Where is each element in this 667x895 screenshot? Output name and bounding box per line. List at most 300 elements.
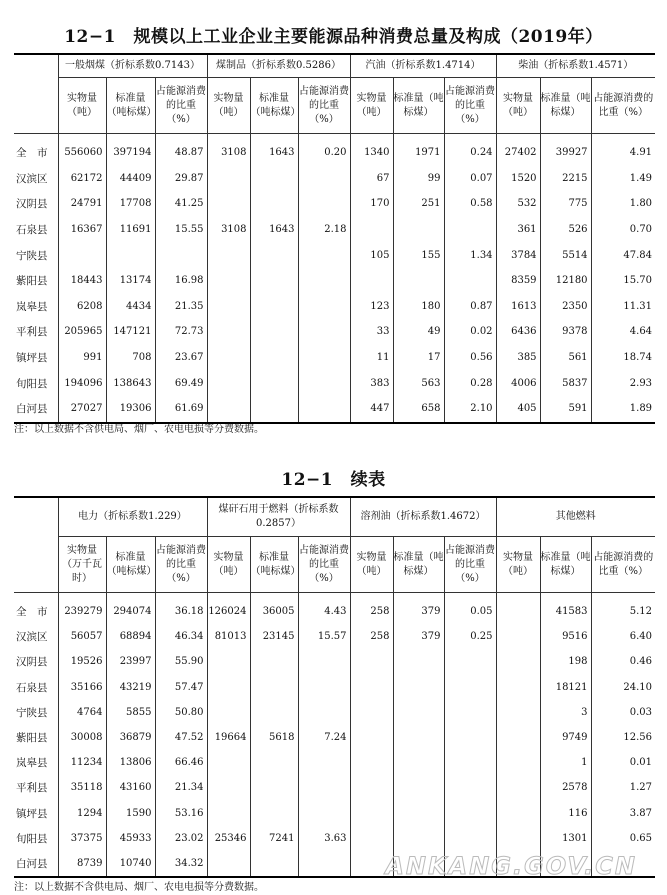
table-cell: 3784 [496, 242, 540, 268]
region-name: 白河县 [16, 857, 48, 870]
table-cell: 3.63 [298, 826, 350, 851]
table-cell: 15.57 [298, 624, 350, 649]
group-header: 溶剂油（折标系数1.4672） [350, 497, 496, 537]
table-cell [298, 166, 350, 192]
sub-header: 占能源消费的比重（%） [155, 537, 207, 593]
table-row [14, 268, 655, 294]
table-cell: 6208 [58, 294, 106, 320]
table-cell [496, 801, 540, 826]
table-cell: 24791 [58, 191, 106, 217]
region-name: 岚皋县 [16, 757, 48, 770]
table-cell [250, 700, 298, 725]
table-cell [298, 294, 350, 320]
table-cell: 11 [350, 345, 393, 371]
table-cell: 591 [540, 396, 591, 423]
table-note: 注：以上数据不含供电局、烟厂、农电电损等分费数据。 [14, 424, 264, 435]
table-cell: 19526 [58, 649, 106, 674]
table-cell [250, 750, 298, 775]
sub-header: 标准量（吨标煤） [540, 537, 591, 593]
table-cell: 56057 [58, 624, 106, 649]
table-cell: 3108 [207, 217, 250, 243]
table-cell [444, 649, 496, 674]
table-cell: 5.12 [591, 593, 655, 625]
table-cell [298, 319, 350, 345]
table-cell: 18443 [58, 268, 106, 294]
table-row [14, 319, 655, 345]
table-cell: 0.65 [591, 826, 655, 851]
table-cell: 16367 [58, 217, 106, 243]
table-cell: 126024 [207, 593, 250, 625]
table-row [14, 134, 655, 166]
table-cell: 0.87 [444, 294, 496, 320]
table-cell: 0.46 [591, 649, 655, 674]
table-cell: 0.56 [444, 345, 496, 371]
table-cell: 6436 [496, 319, 540, 345]
table-cell: 11.31 [591, 294, 655, 320]
table-cell: 41.25 [155, 191, 207, 217]
table-cell: 1 [540, 750, 591, 775]
table-cell: 1971 [393, 134, 444, 166]
table-cell: 0.01 [591, 750, 655, 775]
table-cell: 180 [393, 294, 444, 320]
table-cell [207, 750, 250, 775]
table-cell: 775 [540, 191, 591, 217]
region-name: 镇坪县 [16, 807, 48, 820]
sub-header: 实物量（吨） [58, 78, 106, 134]
table-cell: 23145 [250, 624, 298, 649]
table-cell [350, 725, 393, 750]
table-cell [444, 268, 496, 294]
table-cell: 21.34 [155, 775, 207, 800]
table-cell [496, 826, 540, 851]
group-header: 汽油（折标系数1.4714） [350, 54, 496, 78]
region-name: 石泉县 [16, 224, 48, 237]
table-cell: 35118 [58, 775, 106, 800]
table-cell: 0.70 [591, 217, 655, 243]
table-cell: 5837 [540, 370, 591, 396]
table-cell: 447 [350, 396, 393, 423]
table-cell: 532 [496, 191, 540, 217]
table-cell [207, 649, 250, 674]
group-header: 煤制品（折标系数0.5286） [207, 54, 350, 78]
table-cell [250, 319, 298, 345]
table-cell: 49 [393, 319, 444, 345]
sub-header: 占能源消费的比重（%） [298, 537, 350, 593]
table-cell: 251 [393, 191, 444, 217]
table-cell [350, 700, 393, 725]
table-cell [207, 166, 250, 192]
table-cell: 19306 [106, 396, 155, 423]
table-cell: 991 [58, 345, 106, 371]
table-cell: 48.87 [155, 134, 207, 166]
table-cell: 36879 [106, 725, 155, 750]
table-cell: 47.52 [155, 725, 207, 750]
table-cell: 383 [350, 370, 393, 396]
watermark: ANKANG.GOV.CN [385, 852, 637, 880]
table-cell [207, 396, 250, 423]
table-cell [350, 826, 393, 851]
table-cell [250, 268, 298, 294]
table-cell: 3 [540, 700, 591, 725]
sub-header: 标准量（吨标煤） [393, 78, 444, 134]
table-cell: 561 [540, 345, 591, 371]
table-cell [393, 801, 444, 826]
table-cell: 11691 [106, 217, 155, 243]
sub-header: 占能源消费的比重（%） [444, 78, 496, 134]
table-cell [207, 851, 250, 877]
table-cell: 9378 [540, 319, 591, 345]
table-cell [250, 242, 298, 268]
table-row [14, 242, 655, 268]
table-cell [496, 675, 540, 700]
table-cell: 2.18 [298, 217, 350, 243]
table-cell: 17 [393, 345, 444, 371]
table-cell [444, 700, 496, 725]
table-cell: 5855 [106, 700, 155, 725]
table-cell: 1.34 [444, 242, 496, 268]
table-cell [298, 268, 350, 294]
sub-header: 占能源消费的比重（%） [591, 78, 655, 134]
table-cell: 37375 [58, 826, 106, 851]
table-cell [298, 396, 350, 423]
table-cell: 6.40 [591, 624, 655, 649]
table-cell: 123 [350, 294, 393, 320]
table-cell: 2215 [540, 166, 591, 192]
table-cell [207, 294, 250, 320]
table-cell: 27402 [496, 134, 540, 166]
table-cell [496, 750, 540, 775]
table-cell: 3.87 [591, 801, 655, 826]
table-cell: 13174 [106, 268, 155, 294]
table-cell: 62172 [58, 166, 106, 192]
table-cell: 379 [393, 593, 444, 625]
table-cell [207, 319, 250, 345]
table-cell [207, 370, 250, 396]
table-cell [393, 775, 444, 800]
table-cell [393, 675, 444, 700]
table-cell [298, 370, 350, 396]
table-cell: 23997 [106, 649, 155, 674]
table-cell: 35166 [58, 675, 106, 700]
region-name: 全 市 [16, 606, 48, 619]
table-cell [298, 191, 350, 217]
table-row [14, 775, 655, 800]
table-cell [393, 217, 444, 243]
table-cell [393, 700, 444, 725]
table-cell: 1.89 [591, 396, 655, 423]
table-cell [393, 750, 444, 775]
table-cell: 0.03 [591, 700, 655, 725]
group-header: 煤矸石用于燃料（折标系数0.2857） [207, 497, 350, 537]
table-cell [496, 624, 540, 649]
row-header-corner [14, 497, 58, 593]
table-cell: 4434 [106, 294, 155, 320]
table-cell [298, 801, 350, 826]
sub-header: 实物量（吨） [496, 537, 540, 593]
table-cell: 3108 [207, 134, 250, 166]
table-cell: 385 [496, 345, 540, 371]
table-cell [350, 750, 393, 775]
table-cell: 41583 [540, 593, 591, 625]
table-cell [444, 826, 496, 851]
table-cell [444, 801, 496, 826]
table-cell: 53.16 [155, 801, 207, 826]
table-cell: 5618 [250, 725, 298, 750]
table-cell: 556060 [58, 134, 106, 166]
table-cell: 33 [350, 319, 393, 345]
sub-header: 占能源消费的比重（%） [155, 78, 207, 134]
table-cell: 2350 [540, 294, 591, 320]
table-cell: 29.87 [155, 166, 207, 192]
table-cell: 27027 [58, 396, 106, 423]
table-cell: 0.24 [444, 134, 496, 166]
table-cell: 15.55 [155, 217, 207, 243]
table-cell [393, 649, 444, 674]
table-cell [298, 775, 350, 800]
table-cell [350, 775, 393, 800]
table-cell: 45933 [106, 826, 155, 851]
group-header: 一般烟煤（折标系数0.7143） [58, 54, 207, 78]
table-row [14, 750, 655, 775]
table-cell: 21.35 [155, 294, 207, 320]
region-name: 镇坪县 [16, 352, 48, 365]
region-name: 汉滨区 [16, 172, 48, 185]
table-cell: 16.98 [155, 268, 207, 294]
table-cell: 36005 [250, 593, 298, 625]
table-cell [207, 700, 250, 725]
table-cell [444, 675, 496, 700]
table-cell: 67 [350, 166, 393, 192]
region-name: 宁陕县 [16, 249, 48, 262]
table-cell: 44409 [106, 166, 155, 192]
table-cell [496, 649, 540, 674]
table-cell: 18.74 [591, 345, 655, 371]
table-cell: 1643 [250, 134, 298, 166]
table-cell [207, 345, 250, 371]
region-name: 平利县 [16, 782, 48, 795]
table-cell: 25346 [207, 826, 250, 851]
table-cell: 0.02 [444, 319, 496, 345]
energy-consumption-table [14, 53, 655, 424]
sub-header: 实物量（万千瓦时） [58, 537, 106, 593]
sub-header: 占能源消费的比重（%） [298, 78, 350, 134]
sub-header: 实物量（吨） [207, 537, 250, 593]
table-cell: 258 [350, 624, 393, 649]
sub-header: 实物量（吨） [350, 78, 393, 134]
table-cell: 68894 [106, 624, 155, 649]
region-name: 紫阳县 [16, 732, 48, 745]
table-cell: 50.80 [155, 700, 207, 725]
table-cell: 61.69 [155, 396, 207, 423]
region-name: 汉滨区 [16, 631, 48, 644]
table-cell: 658 [393, 396, 444, 423]
table-cell [250, 166, 298, 192]
table-cell: 1643 [250, 217, 298, 243]
table-cell [393, 725, 444, 750]
table-cell: 72.73 [155, 319, 207, 345]
table-cell: 0.07 [444, 166, 496, 192]
table-cell [298, 345, 350, 371]
table-note: 注：以上数据不含供电局、烟厂、农电电损等分费数据。 [14, 882, 264, 893]
table-cell: 2.10 [444, 396, 496, 423]
region-name: 旬阳县 [16, 377, 48, 390]
table-cell: 13806 [106, 750, 155, 775]
table-cell: 39927 [540, 134, 591, 166]
table-cell: 105 [350, 242, 393, 268]
table-cell: 1294 [58, 801, 106, 826]
table-cell [298, 242, 350, 268]
table-row [14, 370, 655, 396]
region-name: 旬阳县 [16, 832, 48, 845]
table-cell [250, 851, 298, 877]
table-cell: 397194 [106, 134, 155, 166]
table-cell: 526 [540, 217, 591, 243]
table-cell: 194096 [58, 370, 106, 396]
table-cell: 4.91 [591, 134, 655, 166]
table-cell: 30008 [58, 725, 106, 750]
table-cell: 1590 [106, 801, 155, 826]
table-row [14, 649, 655, 674]
table-cell: 4.64 [591, 319, 655, 345]
table-cell: 5514 [540, 242, 591, 268]
table-cell [444, 750, 496, 775]
table-cell [444, 775, 496, 800]
table-cell: 155 [393, 242, 444, 268]
table-cell: 11234 [58, 750, 106, 775]
table-cell [496, 725, 540, 750]
table-cell: 69.49 [155, 370, 207, 396]
sub-header: 标准量（吨标煤） [540, 78, 591, 134]
table-cell: 147121 [106, 319, 155, 345]
table-cell: 361 [496, 217, 540, 243]
table-cell: 24.10 [591, 675, 655, 700]
table-cell: 8359 [496, 268, 540, 294]
table-cell: 0.25 [444, 624, 496, 649]
table-cell: 1.27 [591, 775, 655, 800]
table-cell: 1.49 [591, 166, 655, 192]
table-row [14, 593, 655, 625]
table-cell: 1520 [496, 166, 540, 192]
table-cell: 8739 [58, 851, 106, 877]
table-cell: 239279 [58, 593, 106, 625]
table-cell: 2.93 [591, 370, 655, 396]
table-cell: 9749 [540, 725, 591, 750]
table-cell: 379 [393, 624, 444, 649]
table-row [14, 801, 655, 826]
table-cell [496, 775, 540, 800]
table-cell [207, 775, 250, 800]
table-cell [496, 593, 540, 625]
table-cell [496, 700, 540, 725]
sub-header: 标准量（吨标煤） [250, 537, 298, 593]
table-cell: 43160 [106, 775, 155, 800]
table-cell: 294074 [106, 593, 155, 625]
table-cell: 57.47 [155, 675, 207, 700]
table-cell [250, 345, 298, 371]
table-cell: 1340 [350, 134, 393, 166]
table-cell: 138643 [106, 370, 155, 396]
table-cell [250, 801, 298, 826]
table-cell [250, 775, 298, 800]
table-cell: 563 [393, 370, 444, 396]
table-cell [207, 242, 250, 268]
region-name: 汉阴县 [16, 198, 48, 211]
table-cell [298, 851, 350, 877]
table-cell: 1301 [540, 826, 591, 851]
table-cell [350, 675, 393, 700]
table-cell: 4.43 [298, 593, 350, 625]
table-cell [207, 675, 250, 700]
table-cell: 55.90 [155, 649, 207, 674]
region-name: 岚皋县 [16, 300, 48, 313]
table-cell: 47.84 [591, 242, 655, 268]
table-row [14, 294, 655, 320]
table-cell: 116 [540, 801, 591, 826]
table-cell: 12.56 [591, 725, 655, 750]
table-row [14, 166, 655, 192]
sub-header: 标准量（吨标煤） [106, 537, 155, 593]
table-cell [350, 217, 393, 243]
table-cell [444, 217, 496, 243]
region-name: 平利县 [16, 326, 48, 339]
table-cell: 81013 [207, 624, 250, 649]
table-row [14, 624, 655, 649]
region-name: 汉阴县 [16, 656, 48, 669]
sub-header: 标准量（吨标煤） [393, 537, 444, 593]
table-cell: 36.18 [155, 593, 207, 625]
table-row [14, 725, 655, 750]
group-header: 电力（折标系数1.229） [58, 497, 207, 537]
table-cell: 23.67 [155, 345, 207, 371]
sub-header: 标准量（吨标煤） [106, 78, 155, 134]
table-cell: 405 [496, 396, 540, 423]
table-cell: 7.24 [298, 725, 350, 750]
region-name: 全 市 [16, 147, 48, 160]
table-row [14, 345, 655, 371]
table-cell: 46.34 [155, 624, 207, 649]
continued-table-title: 12−1 续表 [281, 470, 386, 490]
sub-header: 占能源消费的比重（%） [591, 537, 655, 593]
table-cell [207, 268, 250, 294]
table-cell: 12180 [540, 268, 591, 294]
table-cell [298, 649, 350, 674]
table-cell: 205965 [58, 319, 106, 345]
table-cell: 1.80 [591, 191, 655, 217]
table-cell [444, 725, 496, 750]
table-cell [350, 649, 393, 674]
table-cell [250, 675, 298, 700]
table-cell: 15.70 [591, 268, 655, 294]
region-name: 白河县 [16, 403, 48, 416]
table-cell [350, 268, 393, 294]
energy-consumption-table-continued [14, 496, 655, 878]
table-cell: 17708 [106, 191, 155, 217]
table-cell [393, 268, 444, 294]
table-cell: 708 [106, 345, 155, 371]
table-cell [250, 649, 298, 674]
table-cell: 43219 [106, 675, 155, 700]
sub-header: 实物量（吨） [350, 537, 393, 593]
table-cell: 0.28 [444, 370, 496, 396]
table-cell [207, 801, 250, 826]
table-row [14, 191, 655, 217]
table-cell: 4764 [58, 700, 106, 725]
table-cell [250, 396, 298, 423]
sub-header: 占能源消费的比重（%） [444, 537, 496, 593]
table-row [14, 675, 655, 700]
group-header: 其他燃料 [496, 497, 655, 537]
table-row [14, 826, 655, 851]
